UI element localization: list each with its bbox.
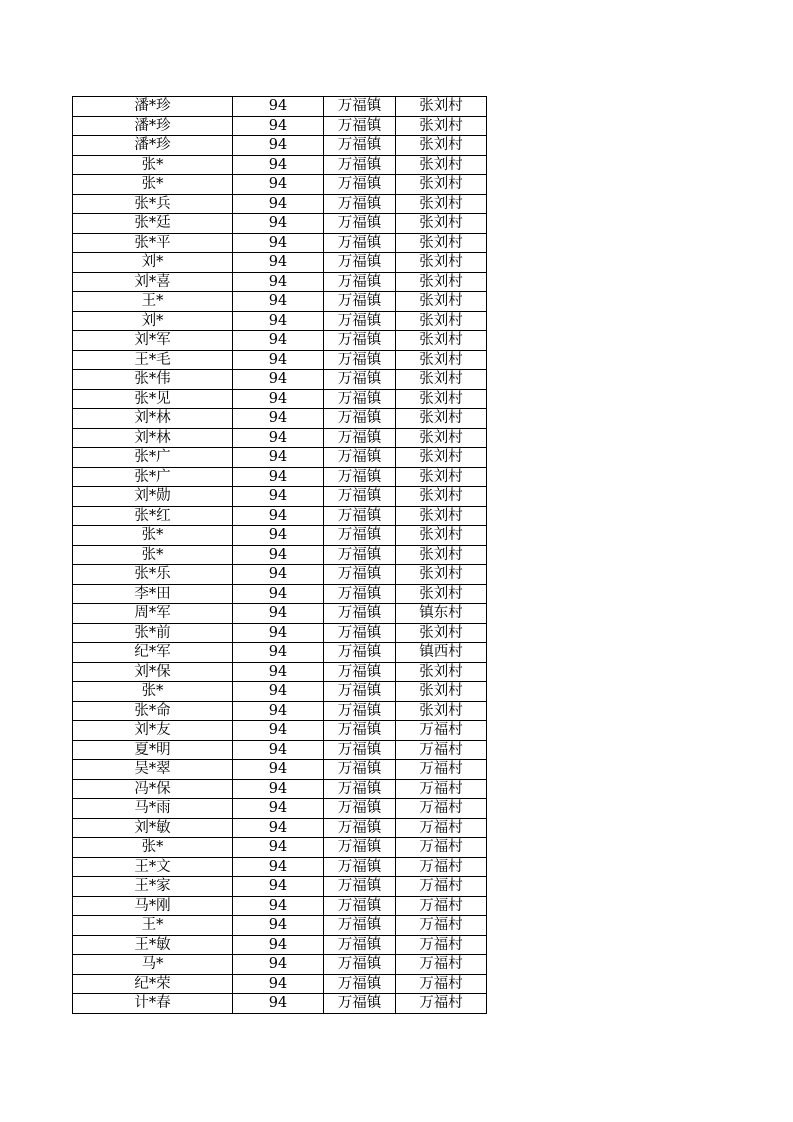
age-cell: 94 [233,916,324,936]
town-cell: 万福镇 [324,838,396,858]
village-cell: 张刘村 [396,682,487,702]
table-row [73,487,487,507]
town-cell: 万福镇 [324,877,396,897]
table-row [73,350,487,370]
table-row [73,760,487,780]
age-cell: 94 [233,97,324,117]
table-row [73,799,487,819]
table-row [73,97,487,117]
village-cell: 张刘村 [396,467,487,487]
town-cell: 万福镇 [324,721,396,741]
village-cell: 张刘村 [396,253,487,273]
table-row [73,662,487,682]
name-cell: 纪*军 [73,643,233,663]
village-cell: 万福村 [396,877,487,897]
age-cell: 94 [233,643,324,663]
table-row [73,311,487,331]
town-cell: 万福镇 [324,584,396,604]
village-cell: 张刘村 [396,506,487,526]
village-cell: 万福村 [396,994,487,1014]
village-cell: 万福村 [396,857,487,877]
age-cell: 94 [233,253,324,273]
town-cell: 万福镇 [324,116,396,136]
town-cell: 万福镇 [324,643,396,663]
village-cell: 万福村 [396,896,487,916]
town-cell: 万福镇 [324,97,396,117]
age-cell: 94 [233,545,324,565]
spreadsheet-page [72,96,486,1014]
village-cell: 张刘村 [396,370,487,390]
name-cell: 王*家 [73,877,233,897]
village-cell: 张刘村 [396,584,487,604]
town-cell: 万福镇 [324,760,396,780]
table-row [73,116,487,136]
table-row [73,389,487,409]
town-cell: 万福镇 [324,818,396,838]
town-cell: 万福镇 [324,253,396,273]
age-cell: 94 [233,721,324,741]
town-cell: 万福镇 [324,799,396,819]
age-cell: 94 [233,838,324,858]
village-cell: 张刘村 [396,662,487,682]
name-cell: 张*平 [73,233,233,253]
town-cell: 万福镇 [324,155,396,175]
table-row [73,623,487,643]
age-cell: 94 [233,214,324,234]
table-row [73,682,487,702]
age-cell: 94 [233,526,324,546]
town-cell: 万福镇 [324,545,396,565]
age-cell: 94 [233,370,324,390]
table-row [73,935,487,955]
name-cell: 潘*珍 [73,116,233,136]
age-cell: 94 [233,740,324,760]
town-cell: 万福镇 [324,311,396,331]
age-cell: 94 [233,350,324,370]
table-row [73,233,487,253]
village-cell: 张刘村 [396,214,487,234]
town-cell: 万福镇 [324,389,396,409]
age-cell: 94 [233,428,324,448]
name-cell: 刘*林 [73,409,233,429]
name-cell: 张* [73,175,233,195]
town-cell: 万福镇 [324,604,396,624]
age-cell: 94 [233,974,324,994]
table-row [73,721,487,741]
table-row [73,506,487,526]
name-cell: 张*命 [73,701,233,721]
town-cell: 万福镇 [324,526,396,546]
age-cell: 94 [233,487,324,507]
name-cell: 马*刚 [73,896,233,916]
table-row [73,877,487,897]
table-row [73,526,487,546]
village-cell: 张刘村 [396,428,487,448]
village-cell: 万福村 [396,760,487,780]
name-cell: 刘*友 [73,721,233,741]
village-cell: 万福村 [396,799,487,819]
table-row [73,838,487,858]
town-cell: 万福镇 [324,136,396,156]
table-row [73,272,487,292]
table-row [73,545,487,565]
age-cell: 94 [233,311,324,331]
table-row [73,604,487,624]
table-row [73,857,487,877]
name-cell: 吴*翠 [73,760,233,780]
age-cell: 94 [233,194,324,214]
table-row [73,974,487,994]
town-cell: 万福镇 [324,409,396,429]
age-cell: 94 [233,272,324,292]
roster-table [72,96,487,1014]
name-cell: 王*毛 [73,350,233,370]
village-cell: 张刘村 [396,526,487,546]
name-cell: 王*文 [73,857,233,877]
name-cell: 张* [73,545,233,565]
age-cell: 94 [233,623,324,643]
town-cell: 万福镇 [324,955,396,975]
table-row [73,584,487,604]
age-cell: 94 [233,935,324,955]
age-cell: 94 [233,292,324,312]
town-cell: 万福镇 [324,682,396,702]
age-cell: 94 [233,662,324,682]
table-row [73,448,487,468]
village-cell: 万福村 [396,818,487,838]
table-row [73,292,487,312]
age-cell: 94 [233,136,324,156]
name-cell: 刘*勋 [73,487,233,507]
town-cell: 万福镇 [324,916,396,936]
village-cell: 张刘村 [396,292,487,312]
age-cell: 94 [233,155,324,175]
village-cell: 张刘村 [396,311,487,331]
name-cell: 王*敏 [73,935,233,955]
village-cell: 张刘村 [396,233,487,253]
age-cell: 94 [233,116,324,136]
village-cell: 张刘村 [396,155,487,175]
age-cell: 94 [233,467,324,487]
name-cell: 张*廷 [73,214,233,234]
town-cell: 万福镇 [324,506,396,526]
village-cell: 张刘村 [396,116,487,136]
name-cell: 张* [73,526,233,546]
name-cell: 刘*敏 [73,818,233,838]
town-cell: 万福镇 [324,194,396,214]
town-cell: 万福镇 [324,448,396,468]
age-cell: 94 [233,955,324,975]
table-row [73,565,487,585]
age-cell: 94 [233,701,324,721]
table-row [73,818,487,838]
village-cell: 万福村 [396,838,487,858]
village-cell: 万福村 [396,974,487,994]
age-cell: 94 [233,175,324,195]
village-cell: 张刘村 [396,409,487,429]
table-row [73,136,487,156]
town-cell: 万福镇 [324,233,396,253]
village-cell: 张刘村 [396,331,487,351]
age-cell: 94 [233,760,324,780]
name-cell: 冯*保 [73,779,233,799]
name-cell: 王* [73,292,233,312]
age-cell: 94 [233,448,324,468]
town-cell: 万福镇 [324,779,396,799]
town-cell: 万福镇 [324,565,396,585]
village-cell: 张刘村 [396,487,487,507]
town-cell: 万福镇 [324,331,396,351]
village-cell: 张刘村 [396,545,487,565]
table-row [73,331,487,351]
town-cell: 万福镇 [324,994,396,1014]
town-cell: 万福镇 [324,175,396,195]
village-cell: 张刘村 [396,272,487,292]
village-cell: 万福村 [396,779,487,799]
name-cell: 刘* [73,253,233,273]
name-cell: 刘*喜 [73,272,233,292]
name-cell: 马*雨 [73,799,233,819]
village-cell: 张刘村 [396,350,487,370]
name-cell: 张*广 [73,448,233,468]
town-cell: 万福镇 [324,214,396,234]
name-cell: 周*军 [73,604,233,624]
village-cell: 张刘村 [396,97,487,117]
table-row [73,994,487,1014]
table-row [73,370,487,390]
town-cell: 万福镇 [324,272,396,292]
village-cell: 万福村 [396,916,487,936]
name-cell: 张*乐 [73,565,233,585]
age-cell: 94 [233,779,324,799]
village-cell: 万福村 [396,935,487,955]
village-cell: 万福村 [396,721,487,741]
age-cell: 94 [233,994,324,1014]
name-cell: 李*田 [73,584,233,604]
village-cell: 张刘村 [396,701,487,721]
age-cell: 94 [233,604,324,624]
roster-table-body [73,97,487,1014]
name-cell: 刘*军 [73,331,233,351]
name-cell: 潘*珍 [73,136,233,156]
town-cell: 万福镇 [324,740,396,760]
name-cell: 潘*珍 [73,97,233,117]
village-cell: 镇西村 [396,643,487,663]
table-row [73,896,487,916]
town-cell: 万福镇 [324,350,396,370]
village-cell: 张刘村 [396,194,487,214]
village-cell: 张刘村 [396,136,487,156]
town-cell: 万福镇 [324,623,396,643]
name-cell: 王* [73,916,233,936]
village-cell: 张刘村 [396,389,487,409]
name-cell: 张* [73,838,233,858]
town-cell: 万福镇 [324,935,396,955]
name-cell: 刘*林 [73,428,233,448]
village-cell: 张刘村 [396,565,487,585]
village-cell: 张刘村 [396,623,487,643]
age-cell: 94 [233,682,324,702]
town-cell: 万福镇 [324,292,396,312]
name-cell: 马* [73,955,233,975]
town-cell: 万福镇 [324,662,396,682]
table-row [73,701,487,721]
table-row [73,740,487,760]
age-cell: 94 [233,818,324,838]
table-row [73,779,487,799]
name-cell: 张*伟 [73,370,233,390]
age-cell: 94 [233,506,324,526]
table-row [73,409,487,429]
age-cell: 94 [233,584,324,604]
age-cell: 94 [233,896,324,916]
table-row [73,214,487,234]
town-cell: 万福镇 [324,487,396,507]
table-row [73,643,487,663]
name-cell: 张*广 [73,467,233,487]
name-cell: 张*见 [73,389,233,409]
name-cell: 张*前 [73,623,233,643]
table-row [73,467,487,487]
town-cell: 万福镇 [324,701,396,721]
table-row [73,253,487,273]
village-cell: 万福村 [396,955,487,975]
age-cell: 94 [233,233,324,253]
town-cell: 万福镇 [324,857,396,877]
town-cell: 万福镇 [324,467,396,487]
town-cell: 万福镇 [324,974,396,994]
table-row [73,428,487,448]
age-cell: 94 [233,877,324,897]
name-cell: 张* [73,682,233,702]
name-cell: 张*兵 [73,194,233,214]
table-row [73,155,487,175]
name-cell: 张*红 [73,506,233,526]
name-cell: 刘*保 [73,662,233,682]
age-cell: 94 [233,409,324,429]
village-cell: 镇东村 [396,604,487,624]
age-cell: 94 [233,389,324,409]
name-cell: 纪*荣 [73,974,233,994]
table-row [73,194,487,214]
village-cell: 万福村 [396,740,487,760]
age-cell: 94 [233,331,324,351]
table-row [73,916,487,936]
table-row [73,955,487,975]
name-cell: 计*春 [73,994,233,1014]
town-cell: 万福镇 [324,896,396,916]
town-cell: 万福镇 [324,370,396,390]
age-cell: 94 [233,799,324,819]
village-cell: 张刘村 [396,448,487,468]
name-cell: 夏*明 [73,740,233,760]
age-cell: 94 [233,565,324,585]
name-cell: 刘* [73,311,233,331]
table-row [73,175,487,195]
age-cell: 94 [233,857,324,877]
name-cell: 张* [73,155,233,175]
town-cell: 万福镇 [324,428,396,448]
village-cell: 张刘村 [396,175,487,195]
